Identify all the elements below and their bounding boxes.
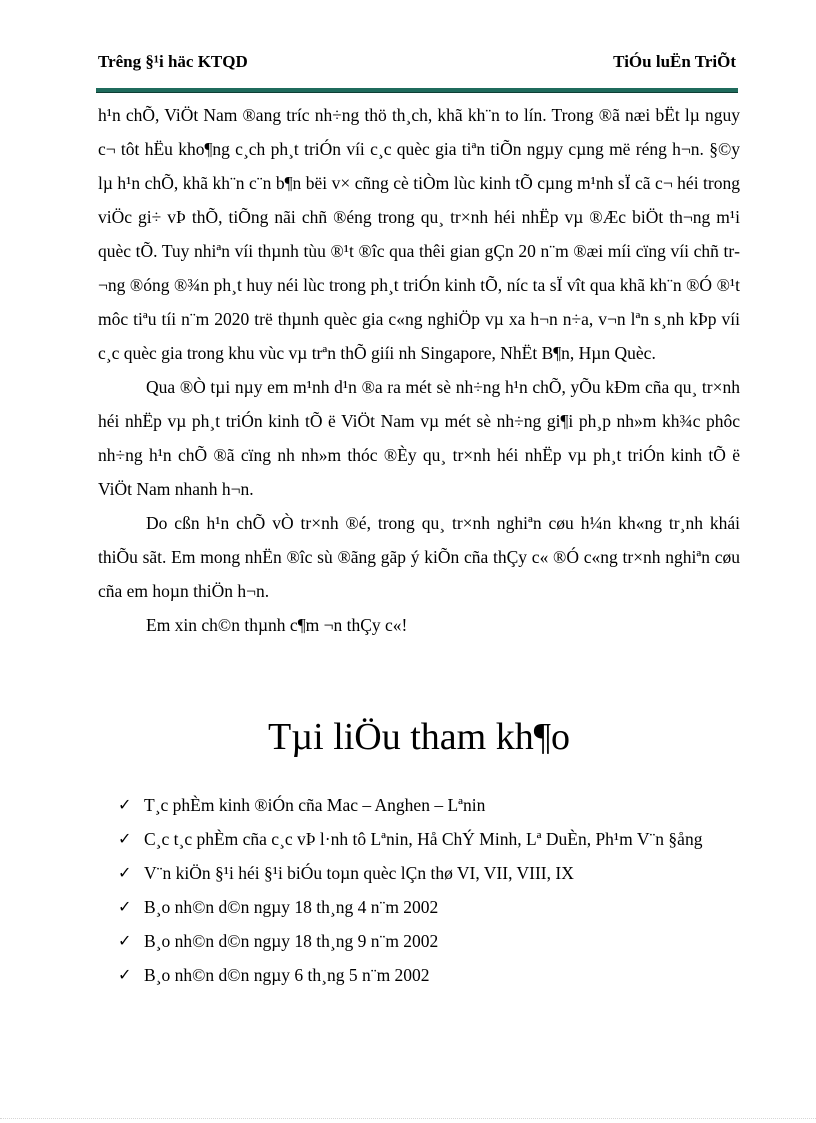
body-paragraph: h¹n chÕ, ViÖt Nam ®ang tríc nh÷ng thö th¸ch, khã kh¨n to lín. Trong ®ã næi bËt lµ nguy c¬ tôt hËu kho¶ng c¸ch ph¸t triÓn víi c¸c quèc gia tiªn tiÕn ngµy cµng më réng h¬n. §©y lµ h¹n chÕ, khã kh¨n c¨n b¶n bëi v× cñng cè tiÒm lùc kinh tÕ cµng m¹nh sÏ cã c¬ héi trong viÖc gi÷ vÞ thÕ, tiÕng nãi chñ ®éng trong qu¸ tr×nh héi nhËp vµ ®Æc biÖt th¬ng m¹i quèc tÕ. Tuy nhiªn víi thµnh tùu ®¹t ®îc qua thêi gian gÇn 20 n¨m ®æi míi cïng víi chñ tr¬ng ®óng ®¾n ph¸t huy néi lùc trong ph¸t triÓn kinh tÕ, níc ta sÏ vît qua khã kh¨n ®Ó ®¹t môc tiªu tíi n¨m 2020 trë thµnh quèc gia c«ng nghiÖp vµ xa h¬n n÷a, v¬n lªn s¸nh kÞp víi c¸c quèc gia trong khu vùc vµ trªn thÕ giíi nh Singapore, NhËt B¶n, Hµn Quèc. — [98, 105, 740, 363]
reference-item — [118, 924, 740, 958]
checkmark-icon: ✓ — [118, 965, 132, 984]
reference-item — [118, 958, 740, 992]
checkmark-icon: ✓ — [118, 829, 132, 848]
reference-item — [118, 890, 740, 924]
page-header — [98, 52, 736, 76]
checkmark-icon: ✓ — [118, 863, 132, 882]
references-title: Tµi liÖu tham kh¶o — [268, 716, 570, 758]
header-document-type: TiÓu luËn TriÕt — [613, 52, 736, 71]
reference-text: B¸o nh©n d©n ngµy 18 th¸ng 9 n¨m 2002 — [144, 931, 439, 951]
reference-text: V¨n kiÖn §¹i héi §¹i biÓu toµn quèc lÇn thø VI, VII, VIII, IX — [144, 863, 574, 883]
header-institution: Trêng §¹i häc KTQD — [98, 52, 248, 71]
header-divider — [96, 88, 738, 93]
reference-item — [118, 856, 740, 890]
body-paragraph: Do cßn h¹n chÕ vÒ tr×nh ®é, trong qu¸ tr×nh nghiªn cøu h¼n kh«ng tr¸nh khái thiÕu sãt. Em mong nhËn ®îc sù ®ãng gãp ý kiÕn cña thÇy c« ®Ó c«ng tr×nh nghiªn cøu cña em hoµn thiÖn h¬n. — [98, 513, 740, 601]
document-body — [98, 98, 740, 642]
checkmark-icon: ✓ — [118, 897, 132, 916]
checkmark-icon: ✓ — [118, 795, 132, 814]
body-paragraph: Qua ®Ò tµi nµy em m¹nh d¹n ®a ra mét sè nh÷ng h¹n chÕ, yÕu kÐm cña qu¸ tr×nh héi nhËp vµ ph¸t triÓn kinh tÕ ë ViÖt Nam vµ mét sè nh÷ng gi¶i ph¸p nh»m kh¾c phôc nh÷ng h¹n chÕ ®ã cïng nh nh»m thóc ®Èy qu¸ tr×nh héi nhËp vµ ph¸t triÓn kinh tÕ ë ViÖt Nam nhanh h¬n. — [98, 377, 740, 499]
references-list — [118, 788, 740, 992]
reference-item — [118, 822, 740, 856]
reference-text: B¸o nh©n d©n ngµy 6 th¸ng 5 n¨m 2002 — [144, 965, 430, 985]
reference-text: B¸o nh©n d©n ngµy 18 th¸ng 4 n¨m 2002 — [144, 897, 439, 917]
reference-text: C¸c t¸c phÈm cña c¸c vÞ l·nh tô Lªnin, Hå ChÝ Minh, Lª DuÈn, Ph¹m V¨n §ång — [144, 829, 703, 849]
body-paragraph: Em xin ch©n thµnh c¶m ¬n thÇy c«! — [146, 615, 408, 635]
reference-item — [118, 788, 740, 822]
reference-text: T¸c phÈm kinh ®iÓn cña Mac – Anghen – Lªnin — [144, 795, 486, 815]
checkmark-icon: ✓ — [118, 931, 132, 950]
page-bottom-border — [0, 1118, 816, 1120]
